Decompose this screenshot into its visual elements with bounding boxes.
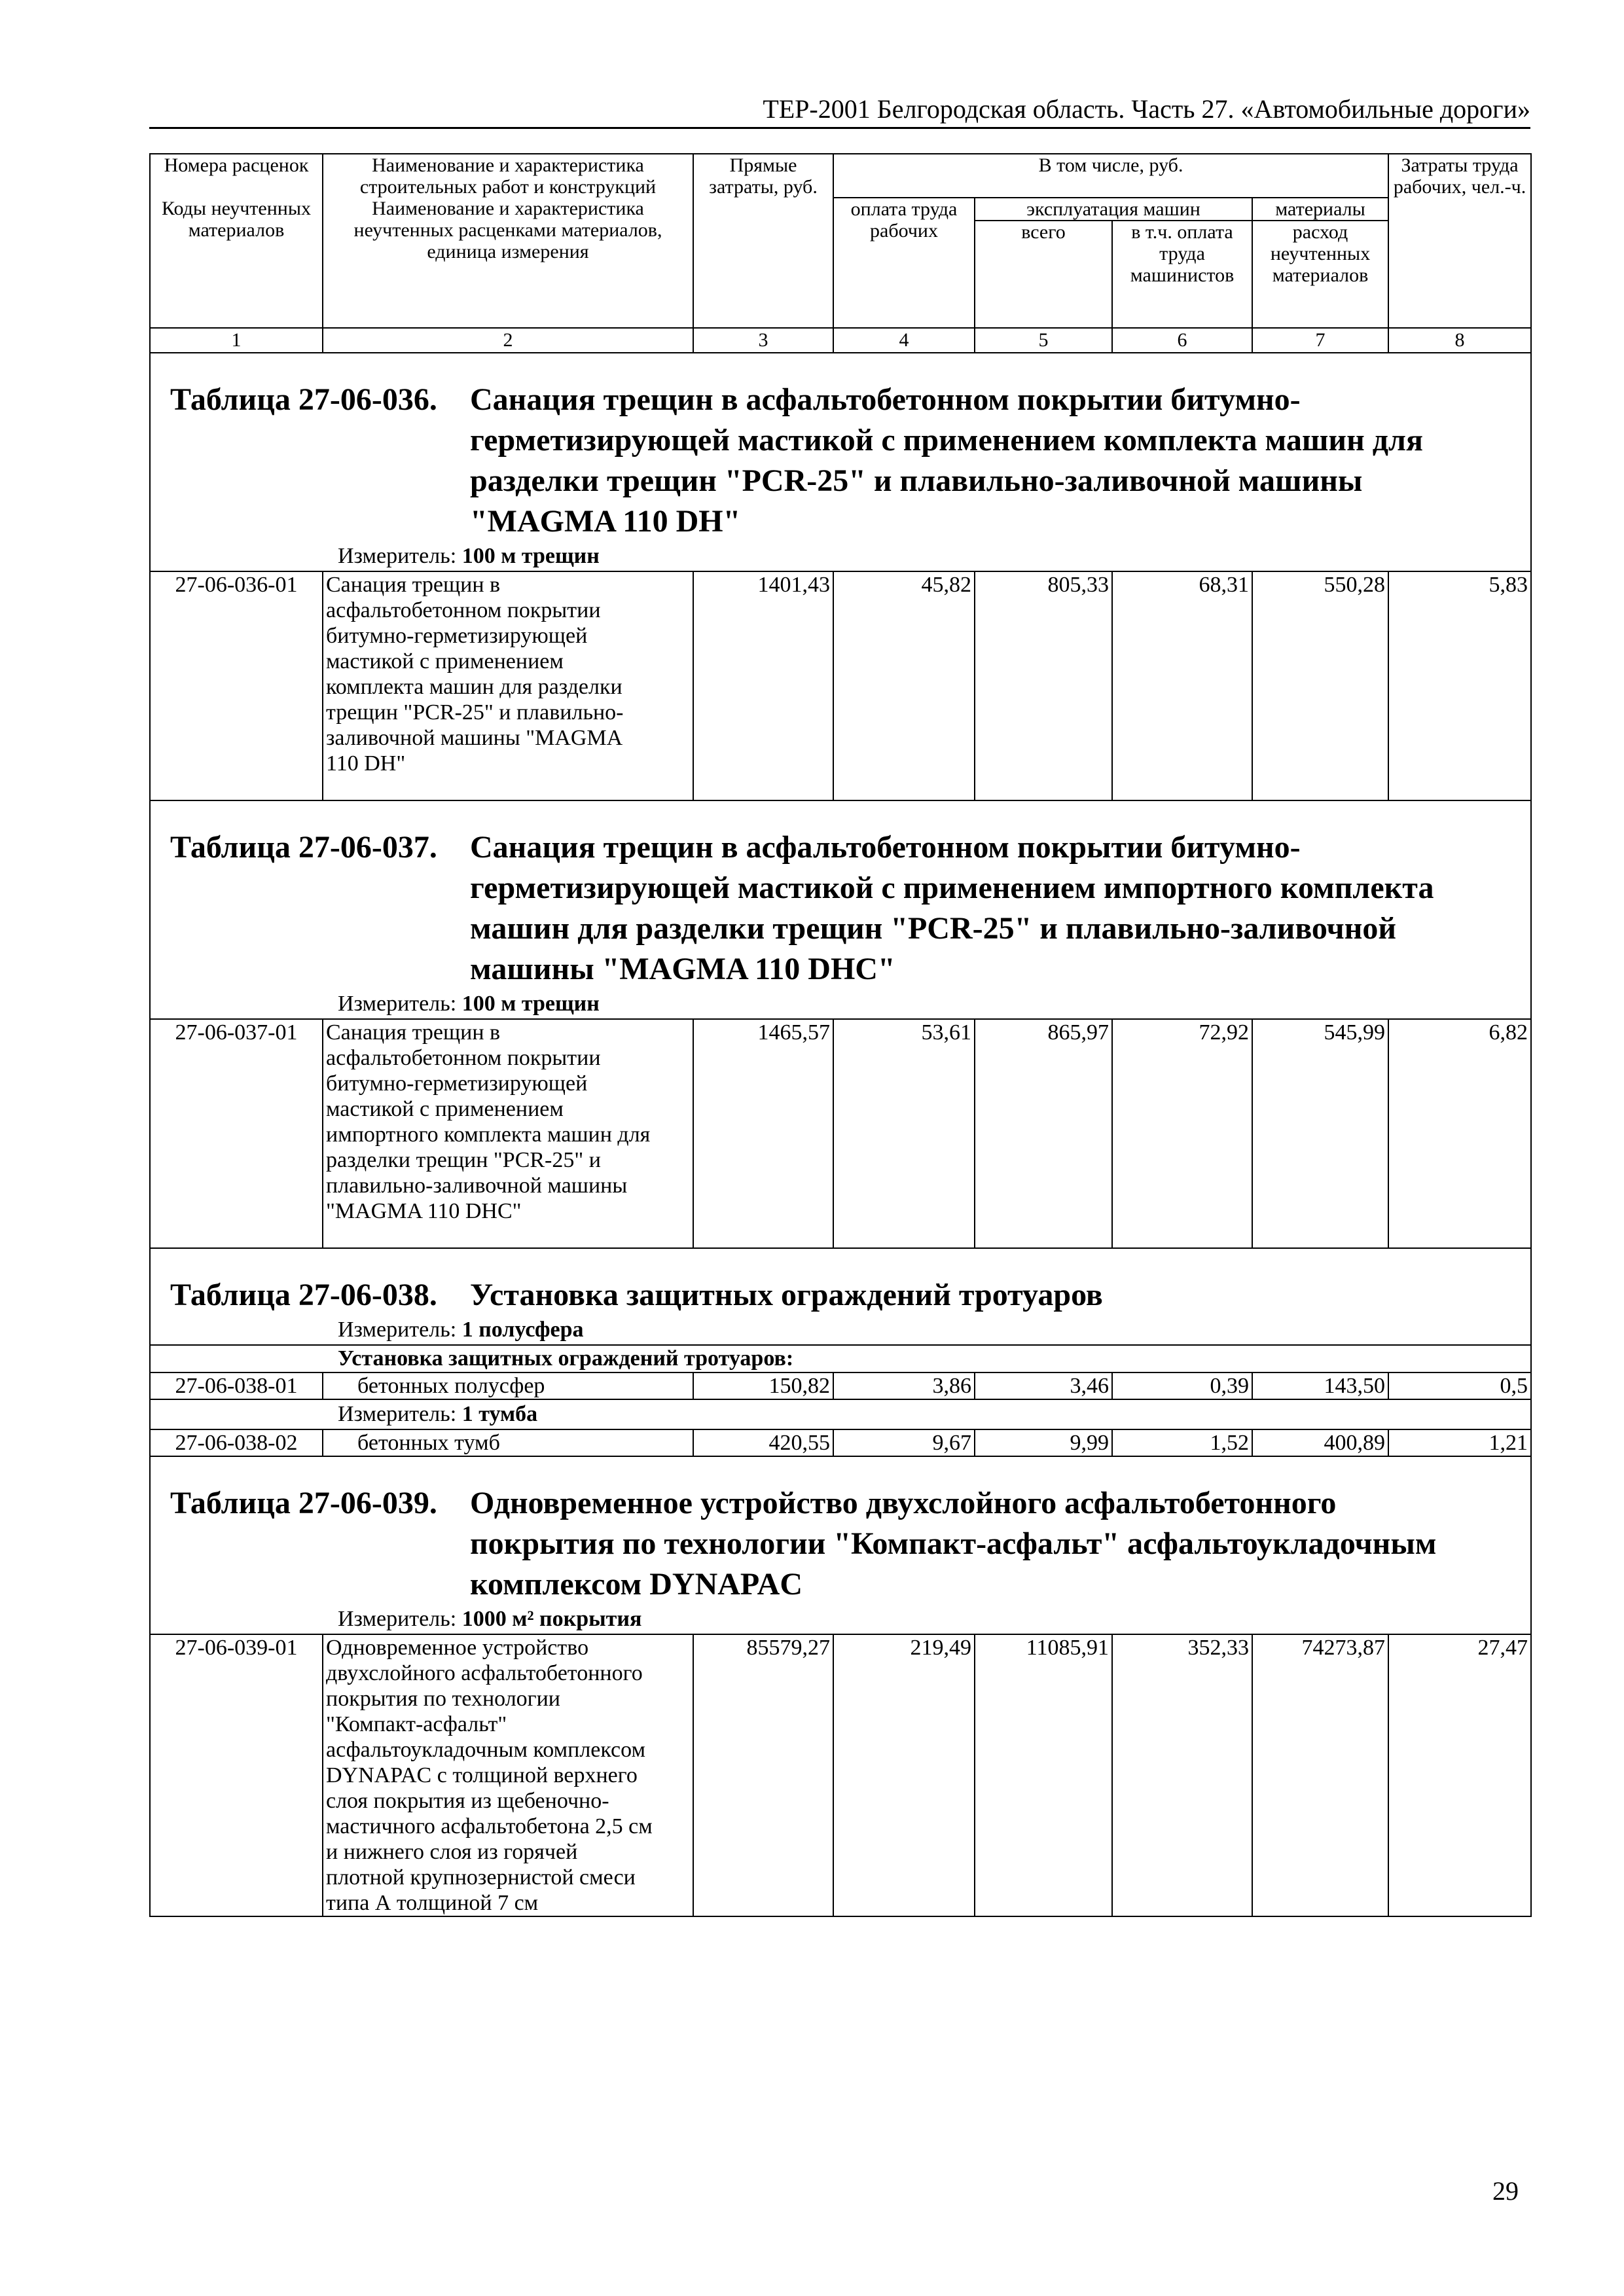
machinist-pay: 0,39 <box>1112 1372 1252 1399</box>
row-code: 27-06-036-01 <box>150 571 323 800</box>
meter-value: 100 м трещин <box>461 992 600 1016</box>
labor-hours: 5,83 <box>1388 571 1531 800</box>
table-title-038 <box>150 1248 1531 1345</box>
title-line: машины "MAGMA 110 DHC" <box>470 952 895 986</box>
name-line: битумно-герметизирующей <box>326 624 588 648</box>
machinist-pay: 352,33 <box>1112 1634 1252 1916</box>
col5-header: всего <box>975 221 1112 328</box>
col1-header-bottom: Коды неучтенных материалов <box>150 198 323 328</box>
row-code: 27-06-039-01 <box>150 1634 323 1916</box>
meter-line <box>151 990 1530 1018</box>
labor-hours: 1,21 <box>1388 1429 1531 1456</box>
meter-line <box>151 1605 1530 1634</box>
meter-value: 1000 м² покрытия <box>461 1607 642 1631</box>
labor-hours: 0,5 <box>1388 1372 1531 1399</box>
col-number: 1 <box>150 328 323 353</box>
name-line: плавильно-заливочной машины <box>326 1174 628 1198</box>
name-line: плотной крупнозернистой смеси <box>326 1865 636 1890</box>
col2-header-top: Наименование и характеристика строительных работ и конструкций <box>323 154 693 198</box>
materials-cost: 550,28 <box>1252 571 1388 800</box>
row-code: 27-06-038-02 <box>150 1429 323 1456</box>
title-line: Установка защитных ограждений тротуаров <box>470 1278 1103 1312</box>
col-number: 4 <box>833 328 975 353</box>
title-line: герметизирующей мастикой с применением импортного комплекта <box>470 870 1434 905</box>
materials-cost: 545,99 <box>1252 1019 1388 1248</box>
title-line: комплексом DYNAPAC <box>470 1567 803 1602</box>
meter-label: Измеритель: <box>338 1318 457 1342</box>
meter-line <box>151 1400 1530 1429</box>
name-line: асфальтобетонном покрытии <box>326 1046 601 1070</box>
name-line: мастичного асфальтобетона 2,5 см <box>326 1814 653 1839</box>
page-number: 29 <box>1492 2176 1519 2206</box>
meter-label: Измеритель: <box>338 1402 457 1426</box>
labor-pay: 9,67 <box>833 1429 975 1456</box>
name-line: "Компакт-асфальт" <box>326 1712 507 1736</box>
name-line: асфальтоукладочным комплексом <box>326 1738 646 1762</box>
col-number: 6 <box>1112 328 1252 353</box>
col-number: 3 <box>693 328 833 353</box>
row-code: 27-06-038-01 <box>150 1372 323 1399</box>
title-line: Санация трещин в асфальтобетонном покрытии битумно- <box>470 382 1301 417</box>
meter-label: Измеритель: <box>338 992 457 1016</box>
col8-header: Затраты труда рабочих, чел.-ч. <box>1388 154 1531 328</box>
title-line: разделки трещин "PCR-25" и плавильно-заливочной машины <box>470 463 1363 498</box>
title-line: "MAGMA 110 DH" <box>470 504 741 539</box>
materials-cost: 143,50 <box>1252 1372 1388 1399</box>
name-line: заливочной машины "MAGMA <box>326 726 623 750</box>
table-title-037 <box>150 800 1531 1019</box>
name-line: покрытия по технологии <box>326 1687 560 1711</box>
name-line: Санация трещин в <box>326 573 501 597</box>
col3-header: Прямые затраты, руб. <box>693 154 833 328</box>
direct-cost: 1401,43 <box>693 571 833 800</box>
materials-cost: 74273,87 <box>1252 1634 1388 1916</box>
name-line: двухслойного асфальтобетонного <box>326 1661 643 1685</box>
price-table <box>149 153 1532 1917</box>
meter-value: 1 полусфера <box>461 1318 584 1342</box>
row-name <box>323 1019 693 1248</box>
meter-value: 1 тумба <box>461 1402 538 1426</box>
section-subheader: Установка защитных ограждений тротуаров: <box>150 1345 1531 1372</box>
direct-cost: 420,55 <box>693 1429 833 1456</box>
name-line: типа А толщиной 7 см <box>326 1891 539 1915</box>
direct-cost: 1465,57 <box>693 1019 833 1248</box>
labor-pay: 53,61 <box>833 1019 975 1248</box>
meter-label: Измеритель: <box>338 1607 457 1631</box>
name-line: битумно-герметизирующей <box>326 1071 588 1096</box>
materials-header: материалы <box>1252 198 1388 221</box>
direct-cost: 150,82 <box>693 1372 833 1399</box>
table-label: Таблица 27-06-037. <box>170 830 437 865</box>
machines-total: 805,33 <box>975 571 1112 800</box>
machines-total: 9,99 <box>975 1429 1112 1456</box>
meter-value: 100 м трещин <box>461 544 600 568</box>
name-line: комплекта машин для разделки <box>326 675 623 699</box>
name-line: Одновременное устройство <box>326 1636 589 1660</box>
name-line: мастикой с применением <box>326 1097 564 1121</box>
name-line: 110 DH" <box>326 751 406 776</box>
name-line: "MAGMA 110 DHC" <box>326 1199 522 1223</box>
title-line: Одновременное устройство двухслойного асфальтобетонного <box>470 1486 1337 1520</box>
name-line: DYNAPAC с толщиной верхнего <box>326 1763 638 1787</box>
labor-pay: 219,49 <box>833 1634 975 1916</box>
col4-header: оплата труда рабочих <box>833 198 975 328</box>
materials-cost: 400,89 <box>1252 1429 1388 1456</box>
meter-line <box>151 542 1530 571</box>
table-label: Таблица 27-06-036. <box>170 382 437 417</box>
name-line: асфальтобетонном покрытии <box>326 598 601 622</box>
name-line: разделки трещин "PCR-25" и <box>326 1148 601 1172</box>
row-name: бетонных тумб <box>323 1429 693 1456</box>
title-line: машин для разделки трещин "PCR-25" и плавильно-заливочной <box>470 911 1397 946</box>
name-line: импортного комплекта машин для <box>326 1122 651 1147</box>
machinist-pay: 72,92 <box>1112 1019 1252 1248</box>
row-name <box>323 571 693 800</box>
row-name: бетонных полусфер <box>323 1372 693 1399</box>
page-header: ТЕР-2001 Белгородская область. Часть 27. «Автомобильные дороги» <box>149 92 1530 129</box>
col2-header-bottom: Наименование и характеристика неучтенных расценками материалов, единица измерения <box>323 198 693 328</box>
machinist-pay: 68,31 <box>1112 571 1252 800</box>
title-line: покрытия по технологии "Компакт-асфальт" асфальтоукладочным <box>470 1526 1437 1561</box>
machines-total: 865,97 <box>975 1019 1112 1248</box>
machines-total: 3,46 <box>975 1372 1112 1399</box>
meter-line <box>151 1316 1530 1344</box>
col1-header-top: Номера расценок <box>150 154 323 198</box>
labor-hours: 27,47 <box>1388 1634 1531 1916</box>
name-line: мастикой с применением <box>326 649 564 673</box>
meter-label: Измеритель: <box>338 544 457 568</box>
col-number: 8 <box>1388 328 1531 353</box>
labor-hours: 6,82 <box>1388 1019 1531 1248</box>
row-code: 27-06-037-01 <box>150 1019 323 1248</box>
table-title-036 <box>150 353 1531 571</box>
table-title-039 <box>150 1456 1531 1634</box>
direct-cost: 85579,27 <box>693 1634 833 1916</box>
name-line: и нижнего слоя из горячей <box>326 1840 578 1864</box>
name-line: слоя покрытия из щебеночно- <box>326 1789 609 1813</box>
machines-total: 11085,91 <box>975 1634 1112 1916</box>
row-name <box>323 1634 693 1916</box>
machinist-pay: 1,52 <box>1112 1429 1252 1456</box>
including-header: В том числе, руб. <box>833 154 1388 198</box>
title-line: герметизирующей мастикой с применением комплекта машин для <box>470 423 1423 457</box>
labor-pay: 45,82 <box>833 571 975 800</box>
col-number: 2 <box>323 328 693 353</box>
table-label: Таблица 27-06-038. <box>170 1278 437 1312</box>
title-line: Санация трещин в асфальтобетонном покрытии битумно- <box>470 830 1301 865</box>
col7-header: расход неучтенных материалов <box>1252 221 1388 328</box>
col-number: 5 <box>975 328 1112 353</box>
table-label: Таблица 27-06-039. <box>170 1486 437 1520</box>
col6-header: в т.ч. оплата труда машинистов <box>1112 221 1252 328</box>
name-line: Санация трещин в <box>326 1020 501 1045</box>
machines-header: эксплуатация машин <box>975 198 1252 221</box>
meter-row <box>150 1399 1531 1429</box>
col-number: 7 <box>1252 328 1388 353</box>
name-line: трещин "PCR-25" и плавильно- <box>326 700 624 725</box>
labor-pay: 3,86 <box>833 1372 975 1399</box>
